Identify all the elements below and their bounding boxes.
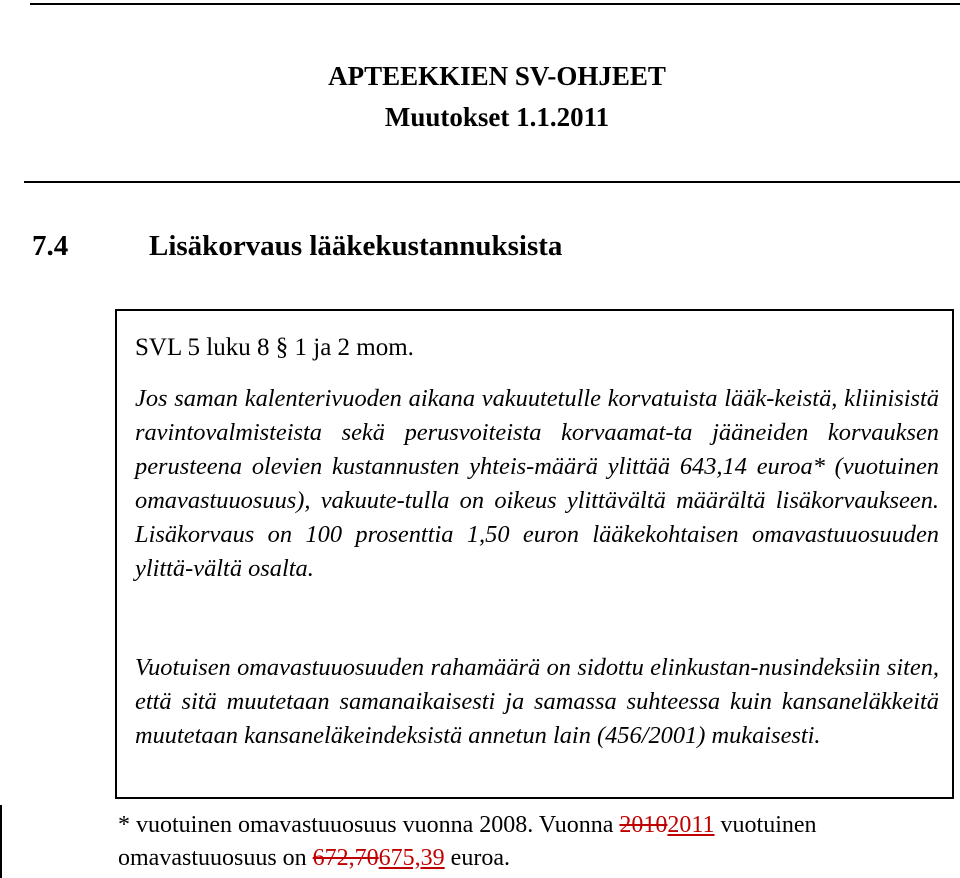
document-header-title: APTEEKKIEN SV-OHJEET [328, 61, 666, 91]
header-divider [24, 181, 960, 183]
footnote-amount-inserted: 675,39 [378, 845, 445, 871]
law-paragraph-1: Jos saman kalenterivuoden aikana vakuutetulle korvatuista lääk-keistä, kliinisistä ravintovalmisteista sekä perusvoiteista korvaamat-ta jääneiden korvauksen perusteena olevien kustannusten yhteis-määrä ylittää 643,14 euroa* (vuotuinen omavastuuosuus), vakuute-tulla on oikeus ylittävältä määrältä lisäkorvaukseen. Lisäkorvaus on 100 prosenttia 1,50 euron lääkekohtaisen omavastuuosuuden ylittä-vältä osalta. [135, 385, 939, 582]
section-heading [32, 228, 562, 264]
revision-change-bar [0, 805, 2, 878]
footnote-amount-deleted: 672,70 [312, 845, 379, 871]
footnote-year-inserted: 2011 [667, 812, 715, 838]
footnote-text-2: vuotuinen omavastuuosuus on [118, 812, 817, 871]
law-paragraph-2: Vuotuisen omavastuuosuuden rahamäärä on sidottu elinkustan-nusindeksiin siten, että sitä muutetaan samanaikaisesti ja samassa suhteessa kuin kansaneläkkeitä muutetaan kansaneläkeindeksistä annetun lain (456/2001) mukaisesti. [135, 654, 939, 749]
footnote-text-3: euroa. [444, 845, 510, 871]
law-reference: SVL 5 luku 8 § 1 ja 2 mom. [135, 334, 414, 361]
footnote [118, 809, 960, 875]
footnote-text-1: * vuotuinen omavastuuosuus vuonna 2008. Vuonna [118, 812, 620, 838]
section-number: 7.4 [32, 230, 69, 262]
footnote-year-deleted: 2010 [619, 812, 668, 838]
document-header-subtitle: Muutokset 1.1.2011 [384, 102, 610, 132]
section-title: Lisäkorvaus lääkekustannuksista [149, 230, 563, 262]
top-rule [30, 3, 960, 5]
